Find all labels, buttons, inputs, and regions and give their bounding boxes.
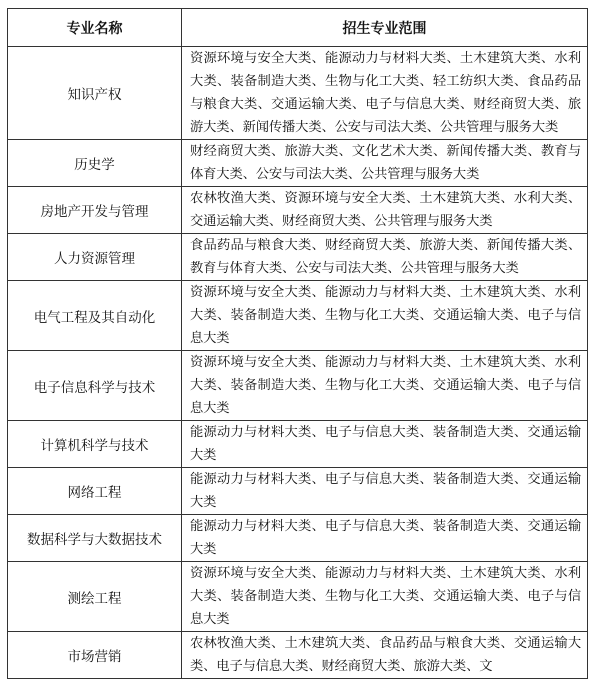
enrollment-scope: 农林牧渔大类、资源环境与安全大类、土木建筑大类、水利大类、交通运输大类、财经商贸大类、公共管理与服务大类: [182, 187, 588, 234]
table-row: [8, 468, 588, 515]
enrollment-scope: 能源动力与材料大类、电子与信息大类、装备制造大类、交通运输大类: [182, 468, 588, 515]
majors-table: [7, 8, 588, 679]
major-name: 房地产开发与管理: [8, 187, 182, 234]
major-name: 数据科学与大数据技术: [8, 515, 182, 562]
enrollment-scope: 食品药品与粮食大类、财经商贸大类、旅游大类、新闻传播大类、教育与体育大类、公安与司法大类、公共管理与服务大类: [182, 234, 588, 281]
major-name: 电子信息科学与技术: [8, 351, 182, 421]
header-enrollment-scope: 招生专业范围: [182, 9, 588, 47]
enrollment-scope: 能源动力与材料大类、电子与信息大类、装备制造大类、交通运输大类: [182, 515, 588, 562]
major-name: 人力资源管理: [8, 234, 182, 281]
major-name: 测绘工程: [8, 562, 182, 632]
table-row: [8, 515, 588, 562]
table-row: [8, 47, 588, 140]
table-row: [8, 421, 588, 468]
table-row: [8, 187, 588, 234]
table-row: [8, 140, 588, 187]
table-row: [8, 351, 588, 421]
enrollment-scope: 资源环境与安全大类、能源动力与材料大类、土木建筑大类、水利大类、装备制造大类、生物与化工大类、交通运输大类、电子与信息大类: [182, 281, 588, 351]
enrollment-scope: 资源环境与安全大类、能源动力与材料大类、土木建筑大类、水利大类、装备制造大类、生物与化工大类、交通运输大类、电子与信息大类: [182, 562, 588, 632]
table-row: [8, 281, 588, 351]
enrollment-scope: 农林牧渔大类、土木建筑大类、食品药品与粮食大类、交通运输大类、电子与信息大类、财经商贸大类、旅游大类、文: [182, 632, 588, 679]
table-row: [8, 234, 588, 281]
major-name: 知识产权: [8, 47, 182, 140]
table-row: [8, 632, 588, 679]
header-row: [8, 9, 588, 47]
table-row: [8, 562, 588, 632]
enrollment-scope: 能源动力与材料大类、电子与信息大类、装备制造大类、交通运输大类: [182, 421, 588, 468]
enrollment-scope: 财经商贸大类、旅游大类、文化艺术大类、新闻传播大类、教育与体育大类、公安与司法大类、公共管理与服务大类: [182, 140, 588, 187]
major-name: 历史学: [8, 140, 182, 187]
major-name: 电气工程及其自动化: [8, 281, 182, 351]
enrollment-scope: 资源环境与安全大类、能源动力与材料大类、土木建筑大类、水利大类、装备制造大类、生物与化工大类、轻工纺织大类、食品药品与粮食大类、交通运输大类、电子与信息大类、财经商贸大类、旅游大类、新闻传播大类、公安与司法大类、公共管理与服务大类: [182, 47, 588, 140]
major-name: 计算机科学与技术: [8, 421, 182, 468]
header-major-name: 专业名称: [8, 9, 182, 47]
major-name: 网络工程: [8, 468, 182, 515]
enrollment-scope: 资源环境与安全大类、能源动力与材料大类、土木建筑大类、水利大类、装备制造大类、生物与化工大类、交通运输大类、电子与信息大类: [182, 351, 588, 421]
major-name: 市场营销: [8, 632, 182, 679]
